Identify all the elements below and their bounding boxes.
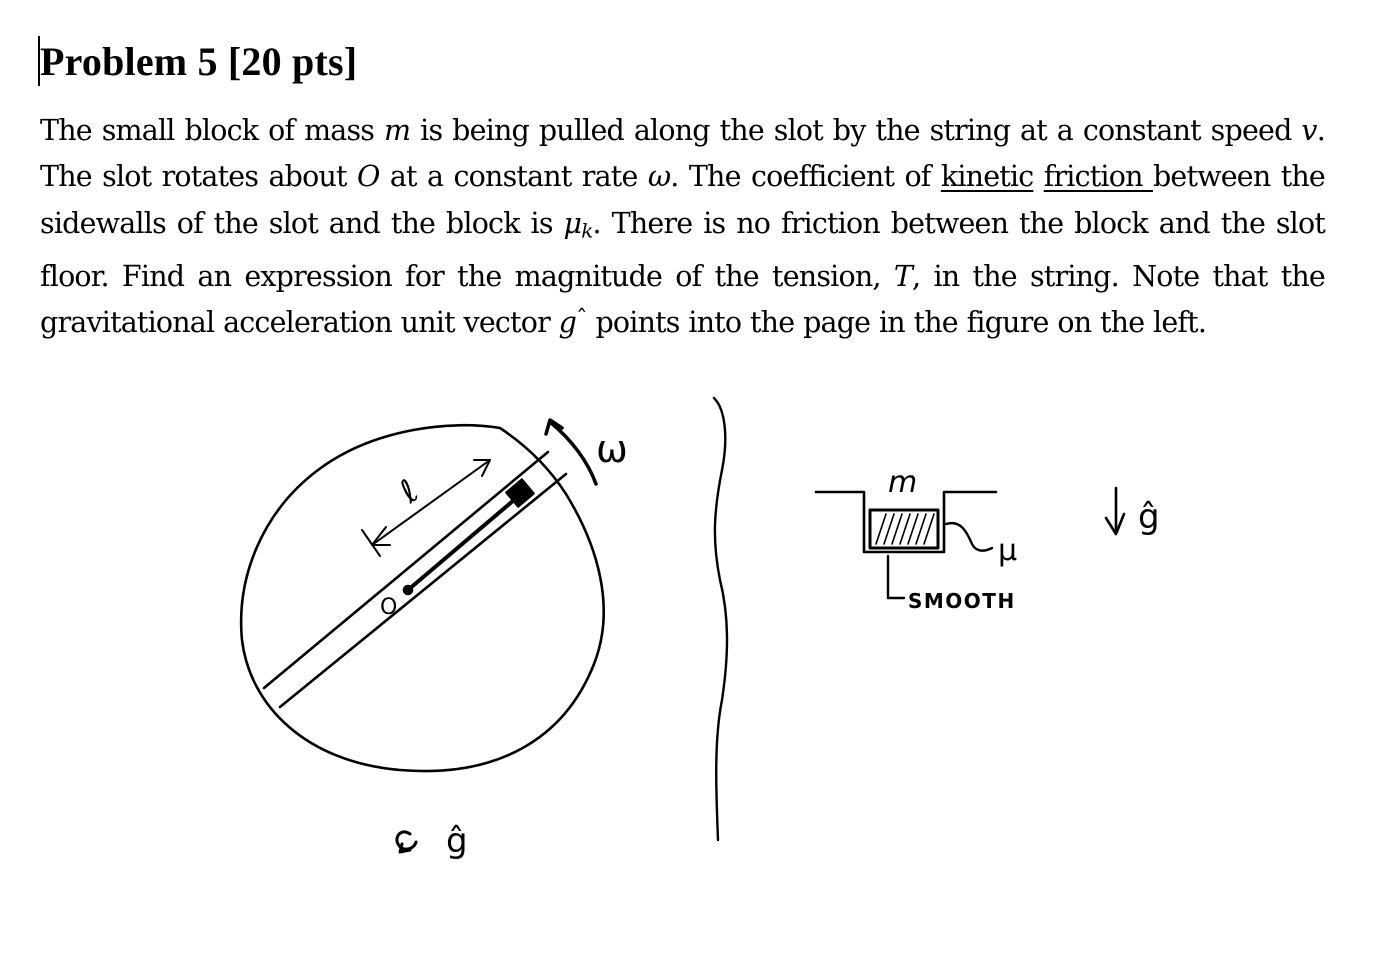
down-arrowhead xyxy=(1106,514,1124,534)
gravity-label-left: ĝ xyxy=(446,821,468,861)
rotation-arrow xyxy=(550,422,596,484)
length-arrow-left xyxy=(372,527,390,545)
g-symbol: g xyxy=(558,306,577,339)
into-page-arrowhead xyxy=(400,844,410,852)
figure-divider xyxy=(714,398,727,840)
g-hat: ˆ xyxy=(576,306,587,332)
string xyxy=(408,500,514,590)
statement-part: , in the string. Note that the gravitational acceleration unit vector xyxy=(40,259,1325,339)
rotation-arrowhead xyxy=(546,420,562,434)
length-label: ℓ xyxy=(391,472,426,511)
slot-edge-upper xyxy=(264,452,548,688)
rotating-disk xyxy=(241,425,604,771)
problem-title: Problem 5 [20 pts] xyxy=(40,39,358,84)
mass-label: m xyxy=(888,465,918,500)
statement-part: . The slot rotates about xyxy=(40,114,1325,194)
length-dimension xyxy=(372,460,490,545)
omega-symbol: ω xyxy=(647,160,671,194)
length-arrow-right xyxy=(474,460,490,476)
omega-label: ω xyxy=(596,427,628,471)
speed-symbol: v xyxy=(1301,114,1317,147)
mu-leader xyxy=(946,523,992,551)
origin-symbol: O xyxy=(356,160,380,194)
mu-subscript: k xyxy=(581,218,593,243)
underlined-kinetic: kinetic xyxy=(940,160,1034,194)
slot-cross-section xyxy=(816,492,996,552)
statement-part: The small block of mass xyxy=(40,114,385,147)
block-hatching xyxy=(876,514,934,544)
pivot-point xyxy=(404,586,412,594)
statement-part: . The coefficient of xyxy=(670,160,941,194)
statement-part: is being pulled along the slot by the string at a constant speed xyxy=(410,114,1302,147)
statement-part: . There is no friction between the block and the slot floor. Find an expression for the magnitude of the tension, xyxy=(40,206,1325,293)
origin-label: O xyxy=(380,595,398,620)
slot-edge-lower xyxy=(280,474,566,707)
into-page-icon xyxy=(397,832,416,849)
smooth-label: SMOOTH xyxy=(908,589,1016,613)
block xyxy=(507,480,534,507)
problem-statement xyxy=(40,108,1325,348)
mu-symbol: μ xyxy=(563,206,582,240)
problem-page xyxy=(40,30,1325,377)
underlined-friction: friction xyxy=(1043,160,1153,194)
mass-symbol: m xyxy=(384,114,411,147)
block-cross-section xyxy=(870,510,938,548)
length-tick xyxy=(362,530,380,556)
statement-part: at a constant rate xyxy=(379,160,648,194)
gravity-label-right: ĝ xyxy=(1138,497,1160,537)
statement-part: between the sidewalls of the slot and the block is xyxy=(40,160,1325,240)
mu-label: μ xyxy=(998,533,1018,568)
statement-part: points into the page in the figure on the left. xyxy=(586,306,1207,339)
tension-symbol: T xyxy=(893,259,913,293)
smooth-leader xyxy=(888,556,904,598)
